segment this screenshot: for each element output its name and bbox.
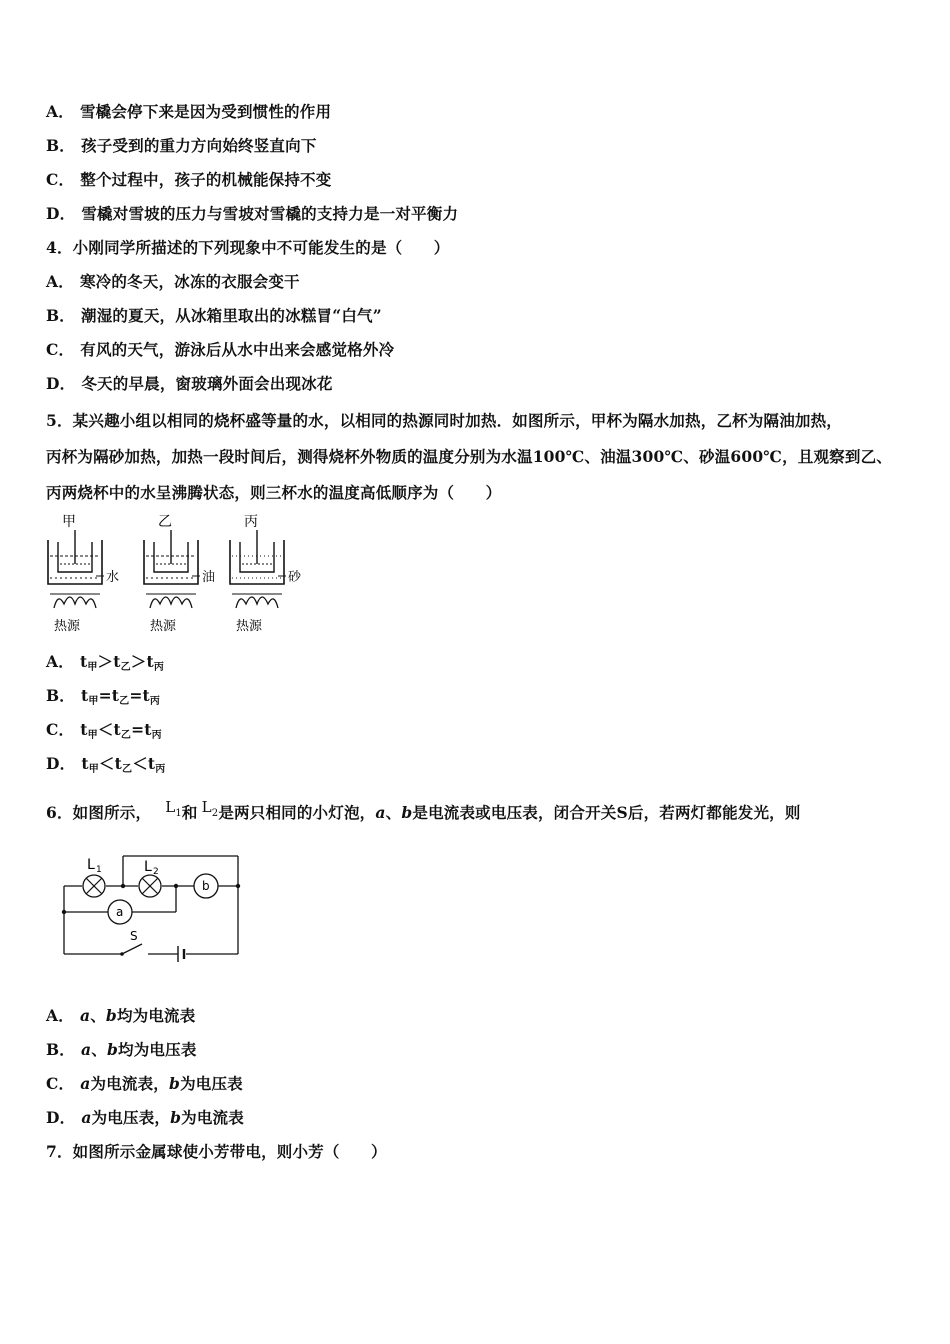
lamp-l2 [139,859,161,897]
lamp-l2-label: L [144,859,152,875]
switch-label: S [130,929,138,943]
q5-option-d: D． $t_甲<t_乙<t_丙$ [46,754,166,775]
q5-stem-line-1: 5．某兴趣小组以相同的烧杯盛等量的水，以相同的热源同时加热．如图所示，甲杯为隔水加热，乙杯为隔油加热， [46,411,842,430]
lamp-l2-sub: 2 [153,867,159,877]
q4-option-c: C． 有风的天气，游泳后从水中出来会感觉格外冷 [46,340,395,359]
beaker-jia-source: 热源 [54,619,81,634]
q3-option-c: C． 整个过程中，孩子的机械能保持不变 [46,170,332,189]
q5-stem-line-3: 丙两烧杯中的水呈沸腾状态，则三杯水的温度高低顺序为（ ） [46,483,502,502]
q4-option-a: A． 寒冷的冬天，冰冻的衣服会变干 [46,272,300,291]
q5-option-b: B． $t_甲=t_乙=t_丙$ [46,686,161,707]
lamp-l1 [83,857,105,897]
beaker-yi [144,514,215,634]
meter-b [194,874,218,898]
q4-option-b: B． 潮湿的夏天，从冰箱里取出的冰糕冒“白气” [46,306,382,325]
q7-stem: 7．如图所示金属球使小芳带电，则小芳（ ） [46,1142,387,1161]
q4-option-d: D． 冬天的早晨，窗玻璃外面会出现冰花 [46,374,333,393]
lamp-l1-sub: 1 [96,865,102,875]
q5-option-c: C． $t_甲<t_乙=t_丙$ [46,720,162,741]
q6-option-b: B． a、b均为电压表 [46,1040,197,1059]
beaker-jia-label: 甲 [62,514,76,530]
lamp-l1-label: L [87,857,95,873]
meter-a-label: a [116,905,124,919]
beaker-jia [48,514,119,634]
meter-b-label: b [202,879,210,893]
q3-option-d: D． 雪橇对雪坡的压力与雪坡对雪橇的支持力是一对平衡力 [46,204,459,223]
beaker-yi-label: 乙 [158,514,172,530]
meter-a [108,900,132,924]
q6-option-c: C． a为电流表，b为电压表 [46,1074,243,1093]
q6-stem: 6．如图所示， $L^1$和 $L^2$是两只相同的小灯泡，a、b是电流表或电压表，闭合开关S后，若两灯都能发光，则 [46,798,801,822]
beaker-bing [230,514,302,634]
q5-stem-line-2: 丙杯为隔砂加热，加热一段时间后，测得烧杯外物质的温度分别为水温100℃、油温300℃、砂温600℃，且观察到乙、 [46,447,892,466]
q4-stem: 4．小刚同学所描述的下列现象中不可能发生的是（ ） [46,238,450,257]
q5-beaker-figure [44,512,314,638]
q3-option-a: A． 雪橇会停下来是因为受到惯性的作用 [46,102,332,121]
q6-circuit-figure [56,850,246,962]
q6-option-a: A． a、b均为电流表 [46,1006,196,1025]
beaker-yi-medium: 油 [202,570,216,585]
q5-option-a: A． $t_甲>t_乙>t_丙$ [46,652,165,673]
beaker-bing-label: 丙 [244,514,258,530]
q3-option-b: B． 孩子受到的重力方向始终竖直向下 [46,136,317,155]
beaker-bing-medium: 砂 [288,570,302,585]
beaker-bing-source: 热源 [236,619,263,634]
q6-option-d: D． a为电压表，b为电流表 [46,1108,244,1127]
beaker-yi-source: 热源 [150,619,177,634]
beaker-jia-medium: 水 [106,570,120,585]
